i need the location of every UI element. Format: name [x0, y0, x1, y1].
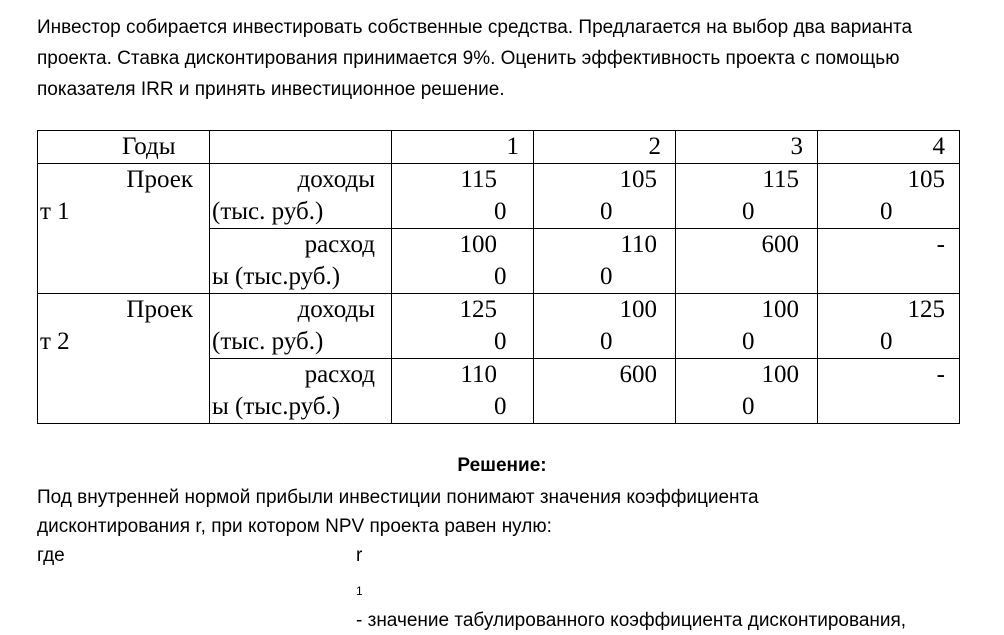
value-cell: 100 0	[534, 294, 676, 359]
value-cell: 110 0	[392, 359, 534, 424]
value-cell: 600	[534, 359, 676, 424]
value-cell: 600	[676, 229, 818, 294]
year-cell: 1	[392, 131, 534, 164]
value-cell: 105 0	[534, 164, 676, 229]
row-label-cell: доходы (тыс. руб.)	[210, 164, 392, 229]
r1-subscript: 1	[356, 583, 363, 598]
where-line	[37, 541, 977, 631]
solution-heading: Решение:	[457, 455, 547, 476]
project-name-cell: Проек т 1	[38, 164, 210, 294]
value-cell: 100 0	[676, 359, 818, 424]
table-row	[38, 164, 960, 229]
row-label-cell: расход ы (тыс.руб.)	[210, 229, 392, 294]
value-cell: 125 0	[818, 294, 960, 359]
task-line: проекта. Ставка дисконтирования принимается 9%. Оценить эффективность проекта с помощью	[37, 48, 900, 69]
year-cell: 2	[534, 131, 676, 164]
r1-text: - значение табулированного коэффициента дисконтирования,	[356, 609, 907, 631]
project-name-cell: Проек т 2	[38, 294, 210, 424]
projects-table	[37, 130, 960, 424]
solution-line: дисконтирования r, при котором NPV проекта равен нулю:	[37, 516, 552, 537]
where-word: где	[37, 545, 65, 566]
value-cell: 115 0	[392, 164, 534, 229]
solution-body	[37, 483, 977, 631]
year-cell: 3	[676, 131, 818, 164]
solution-line: Под внутренней нормой прибыли инвестиции понимают значения коэффициента	[37, 487, 759, 508]
value-cell: 100 0	[676, 294, 818, 359]
r1-definition	[356, 541, 906, 635]
year-cell: 4	[818, 131, 960, 164]
value-cell: 115 0	[676, 164, 818, 229]
value-cell: 105 0	[818, 164, 960, 229]
row-label-cell: доходы (тыс. руб.)	[210, 294, 392, 359]
value-cell: 110 0	[534, 229, 676, 294]
value-cell: 125 0	[392, 294, 534, 359]
task-line: Инвестор собирается инвестировать собственные средства. Предлагается на выбор два варианта	[37, 17, 913, 38]
value-cell: 100 0	[392, 229, 534, 294]
row-label-cell: расход ы (тыс.руб.)	[210, 359, 392, 424]
table-header-row	[38, 131, 960, 164]
value-cell: -	[818, 229, 960, 294]
task-line: показателя IRR и принять инвестиционное решение.	[37, 79, 505, 100]
task-statement	[37, 12, 977, 105]
table-row	[38, 294, 960, 359]
empty-header-cell	[210, 131, 392, 164]
years-label-cell: Годы	[38, 131, 210, 164]
r1-letter: r	[356, 545, 363, 566]
value-cell: -	[818, 359, 960, 424]
